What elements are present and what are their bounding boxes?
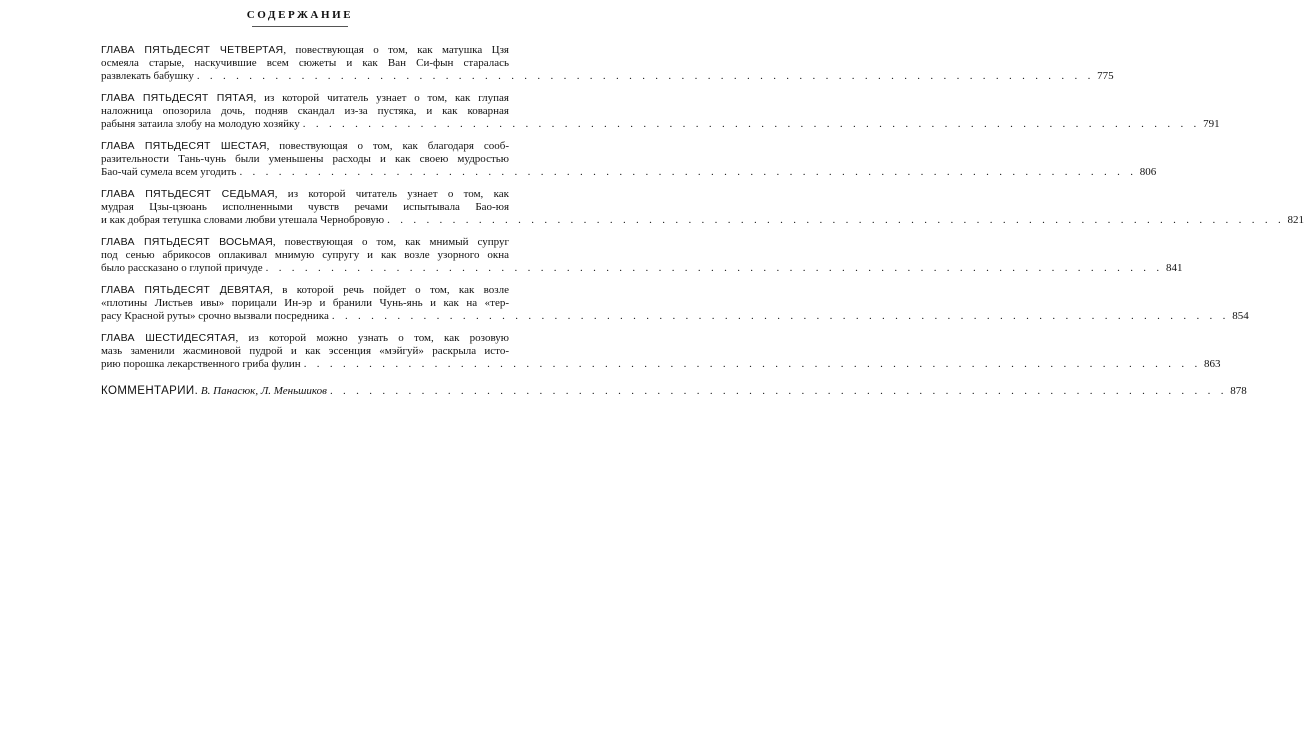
chapter-description-end: развлекать бабушку	[101, 70, 194, 82]
chapter-description-end: рабыня затаила злобу на молодую хозяйку	[101, 118, 300, 130]
dot-leader: . . . . . . . . . . . . . . . . . . . . . . . . . . . . . . . . . . . . . . . . . . . . . . . . . . . . . . . . . . . . . . . . . . . . .	[303, 358, 1202, 370]
chapter-description-end: было рассказано о глупой причуде	[101, 262, 263, 274]
toc-entry[interactable]	[101, 140, 1157, 179]
chapter-description: , повествующая о том, как мнимый супруг	[272, 236, 509, 248]
chapter-description-end: расу Красной руты» срочно вызвали посредника	[101, 310, 329, 322]
dot-leader: . . . . . . . . . . . . . . . . . . . . . . . . . . . . . . . . . . . . . . . . . . . . . . . . . . . . . . . . . . . . . . . . . . . . .	[265, 262, 1163, 274]
chapter-title: ГЛАВА ПЯТЬДЕСЯТ ЧЕТВЕРТАЯ	[101, 44, 284, 56]
comments-authors: В. Панасюк, Л. Меньшиков	[200, 385, 327, 397]
toc-entry[interactable]	[101, 92, 1220, 131]
entry-line	[101, 188, 509, 201]
dot-leader: . . . . . . . . . . . . . . . . . . . . . . . . . . . . . . . . . . . . . . . . . . . . . . . . . . . . . . . . . . . . . . . . . . . . .	[387, 214, 1285, 226]
toc-entry-comments[interactable]	[101, 385, 1247, 398]
entry-last-line	[101, 214, 1304, 227]
chapter-title: ГЛАВА ПЯТЬДЕСЯТ ВОСЬМАЯ	[101, 236, 273, 248]
chapter-description: , повествующая о том, как матушка Цзя	[283, 44, 509, 56]
page-number: 791	[1203, 118, 1220, 130]
chapter-title: ГЛАВА ПЯТЬДЕСЯТ ПЯТАЯ	[101, 92, 254, 104]
toc-entry[interactable]	[101, 236, 1183, 275]
chapter-title: ГЛАВА ШЕСТИДЕСЯТАЯ	[101, 332, 236, 344]
entry-last-line	[101, 118, 1220, 131]
chapter-title: ГЛАВА ПЯТЬДЕСЯТ ШЕСТАЯ	[101, 140, 267, 152]
page-number: 821	[1287, 214, 1304, 226]
chapter-title: ГЛАВА ПЯТЬДЕСЯТ СЕДЬМАЯ	[101, 188, 275, 200]
chapter-description: , из которой читатель узнает о том, как глупая	[253, 92, 509, 104]
chapter-description: , повествующая о том, как благодаря сооб-	[266, 140, 509, 152]
entry-last-line	[101, 385, 1247, 398]
entry-line	[101, 284, 509, 297]
chapter-description-end: рию порошка лекарственного гриба фулин	[101, 358, 301, 370]
dot-leader: . . . . . . . . . . . . . . . . . . . . . . . . . . . . . . . . . . . . . . . . . . . . . . . . . . . . . . . . . . . . . . . . . . . . .	[196, 70, 1095, 82]
entry-line: наложница опозорила дочь, подняв скандал из-за пустяка, и как коварная	[101, 105, 509, 117]
page-number: 863	[1204, 358, 1221, 370]
toc-entry[interactable]	[101, 284, 1249, 323]
entry-last-line	[101, 358, 1221, 371]
toc-entry[interactable]	[101, 44, 1114, 83]
entry-line	[101, 140, 509, 153]
entry-line: под сенью абрикосов оплакивал мнимую супругу и как возле узорного окна	[101, 249, 509, 261]
entry-line	[101, 92, 509, 105]
heading-rule	[252, 26, 348, 27]
page-number: 841	[1165, 262, 1183, 274]
page-number: 878	[1230, 385, 1247, 397]
chapter-description: , из которой можно узнать о том, как розовую	[235, 332, 510, 344]
entry-line	[101, 332, 509, 345]
comments-line	[101, 385, 327, 398]
entry-last-line	[101, 166, 1157, 179]
chapter-description: , в которой речь пойдет о том, как возле	[270, 284, 509, 296]
entry-line: осмеяла старые, наскучившие всем сюжеты и как Ван Си-фын старалась	[101, 57, 509, 69]
toc-entry[interactable]	[101, 188, 1304, 227]
chapter-description: , из которой читатель узнает о том, как	[274, 188, 510, 200]
chapter-description-end: и как добрая тетушка словами любви утешала Чернобровую	[101, 214, 385, 226]
toc-list	[101, 44, 1304, 407]
dot-leader: . . . . . . . . . . . . . . . . . . . . . . . . . . . . . . . . . . . . . . . . . . . . . . . . . . . . . . . . . . . . . . . . . . . . .	[302, 118, 1201, 130]
entry-line	[101, 236, 509, 249]
toc-entry[interactable]	[101, 332, 1221, 371]
entry-line	[101, 44, 509, 57]
page-number: 775	[1097, 70, 1114, 82]
dot-leader: . . . . . . . . . . . . . . . . . . . . . . . . . . . . . . . . . . . . . . . . . . . . . . . . . . . . . . . . . . . . . . . . . . . . .	[239, 166, 1137, 178]
entry-last-line	[101, 70, 1114, 83]
entry-line: «плотины Листьев ивы» порицали Ин-эр и бранили Чунь-янь и как на «тер-	[101, 297, 509, 309]
toc-heading: СОДЕРЖАНИЕ	[246, 9, 354, 21]
entry-last-line	[101, 310, 1249, 323]
entry-line: мазь заменили жасминовой пудрой и как эссенция «мэйгуй» раскрыла исто-	[101, 345, 509, 357]
chapter-description-end: Бао-чай сумела всем угодить	[101, 166, 237, 178]
entry-line: разительности Тань-чунь были уменьшены расходы и как своею мудростью	[101, 153, 509, 165]
comments-title: КОММЕНТАРИИ.	[101, 385, 199, 397]
entry-line: мудрая Цзы-цзюань исполненными чувств речами испытывала Бао-юя	[101, 201, 509, 213]
page-number: 854	[1232, 310, 1249, 322]
dot-leader: . . . . . . . . . . . . . . . . . . . . . . . . . . . . . . . . . . . . . . . . . . . . . . . . . . . . . . . . . . . . . . . . . . . . .	[329, 385, 1228, 397]
chapter-title: ГЛАВА ПЯТЬДЕСЯТ ДЕВЯТАЯ	[101, 284, 271, 296]
dot-leader: . . . . . . . . . . . . . . . . . . . . . . . . . . . . . . . . . . . . . . . . . . . . . . . . . . . . . . . . . . . . . . . . . . . . .	[331, 310, 1230, 322]
page-number: 806	[1139, 166, 1157, 178]
entry-last-line	[101, 262, 1183, 275]
